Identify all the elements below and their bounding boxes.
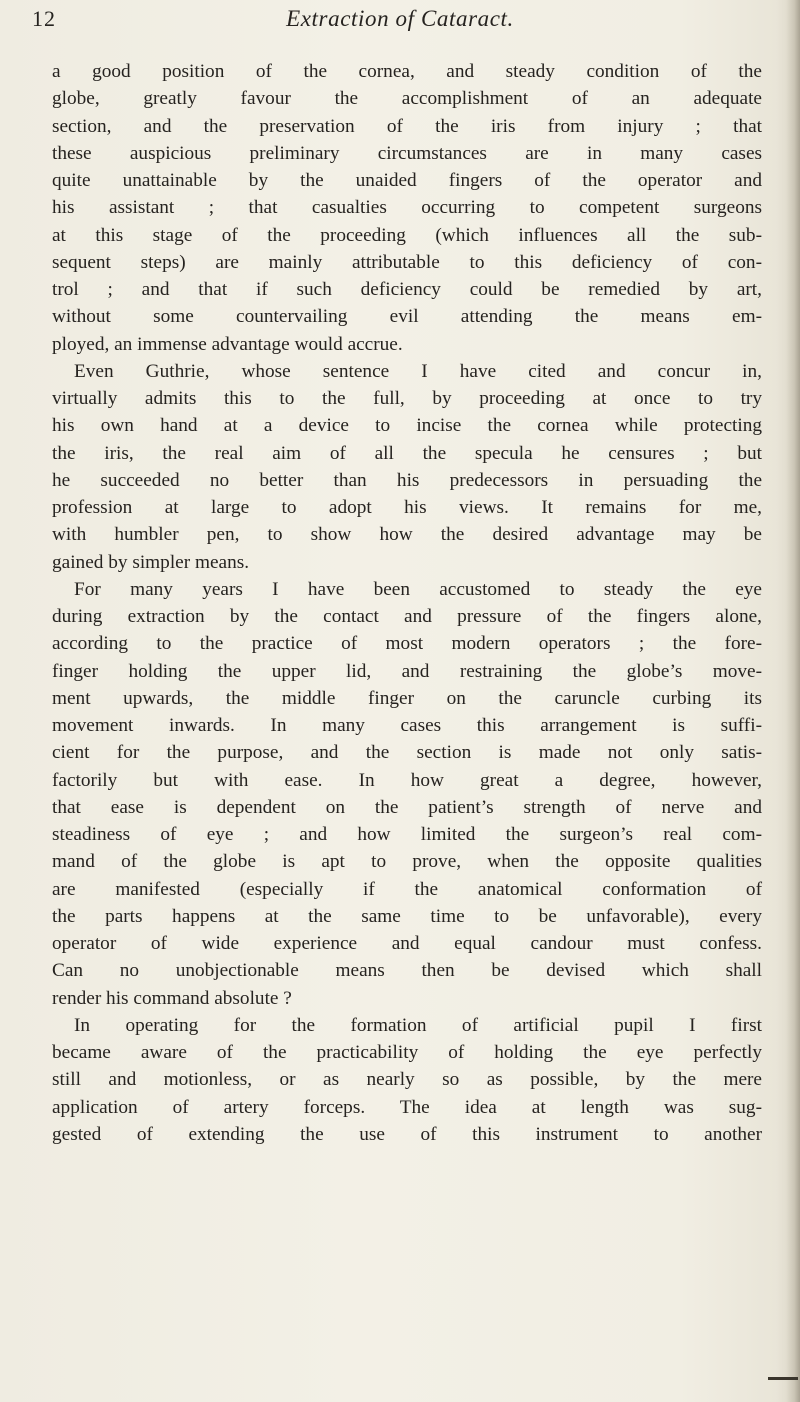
text-line: his assistant ; that casualties occurring to competent surgeons	[52, 197, 762, 219]
text-line: gained by simpler means.	[52, 551, 250, 573]
paragraph-start: Even Guthrie, whose sentence I have cited and concur in,	[74, 360, 762, 382]
page-corner-mark	[768, 1377, 798, 1380]
text-line: the iris, the real aim of all the specula he censures ; but	[52, 442, 762, 464]
text-line: gested of extending the use of this instrument to another	[52, 1123, 762, 1145]
text-line: section, and the preservation of the iris from injury ; that	[52, 115, 762, 137]
text-line: ment upwards, the middle finger on the caruncle curbing its	[52, 687, 762, 709]
text-line: at this stage of the proceeding (which influences all the sub-	[52, 224, 762, 246]
text-line: with humbler pen, to show how the desired advantage may be	[52, 524, 762, 546]
text-line: trol ; and that if such deficiency could be remedied by art,	[52, 279, 762, 300]
text-line: movement inwards. In many cases this arrangement is suffi-	[52, 715, 762, 736]
text-line: during extraction by the contact and pressure of the fingers alone,	[52, 606, 762, 627]
text-line: these auspicious preliminary circumstances are in many cases	[52, 142, 762, 164]
text-line: profession at large to adopt his views. It remains for me,	[52, 497, 762, 518]
text-line: application of artery forceps. The idea at length was sug-	[52, 1096, 762, 1118]
text-line: the parts happens at the same time to be unfavorable), every	[52, 905, 762, 927]
text-line: his own hand at a device to incise the cornea while protecting	[52, 415, 762, 437]
text-line: ployed, an immense advantage would accrue.	[52, 333, 403, 355]
text-line: a good position of the cornea, and steady condition of the	[52, 61, 762, 82]
text-line: still and motionless, or as nearly so as possible, by the mere	[52, 1069, 762, 1091]
text-line: he succeeded no better than his predecessors in persuading the	[52, 469, 762, 491]
paragraph-start: For many years I have been accustomed to steady the eye	[74, 578, 762, 600]
running-head: Extraction of Cataract.	[286, 6, 514, 31]
text-line: factorily but with ease. In how great a degree, however,	[52, 769, 762, 791]
text-line: globe, greatly favour the accomplishment of an adequate	[52, 88, 762, 110]
text-line: cient for the purpose, and the section is made not only satis-	[52, 742, 762, 764]
page-header	[30, 6, 770, 40]
text-line: quite unattainable by the unaided fingers of the operator and	[52, 170, 762, 191]
text-line: are manifested (especially if the anatomical conformation of	[52, 878, 762, 900]
text-line: operator of wide experience and equal candour must confess.	[52, 933, 762, 954]
text-line: sequent steps) are mainly attributable to this deficiency of con-	[52, 251, 762, 273]
text-line: render his command absolute ?	[52, 987, 292, 1009]
text-line: became aware of the practicability of holding the eye perfectly	[52, 1042, 762, 1063]
text-line: steadiness of eye ; and how limited the surgeon’s real com-	[52, 824, 762, 845]
text-line: virtually admits this to the full, by proceeding at once to try	[52, 388, 762, 409]
text-line: without some countervailing evil attending the means em-	[52, 306, 762, 328]
page-edge-shadow	[786, 0, 800, 1402]
body-text	[52, 58, 762, 1148]
paragraph-start: In operating for the formation of artificial pupil I first	[74, 1014, 762, 1036]
text-line: that ease is dependent on the patient’s strength of nerve and	[52, 796, 762, 818]
text-line: Can no unobjectionable means then be devised which shall	[52, 960, 762, 982]
page-number: 12	[32, 6, 56, 31]
text-line: mand of the globe is apt to prove, when the opposite qualities	[52, 851, 762, 873]
text-line: according to the practice of most modern operators ; the fore-	[52, 633, 762, 655]
text-line: finger holding the upper lid, and restraining the globe’s move-	[52, 660, 762, 682]
